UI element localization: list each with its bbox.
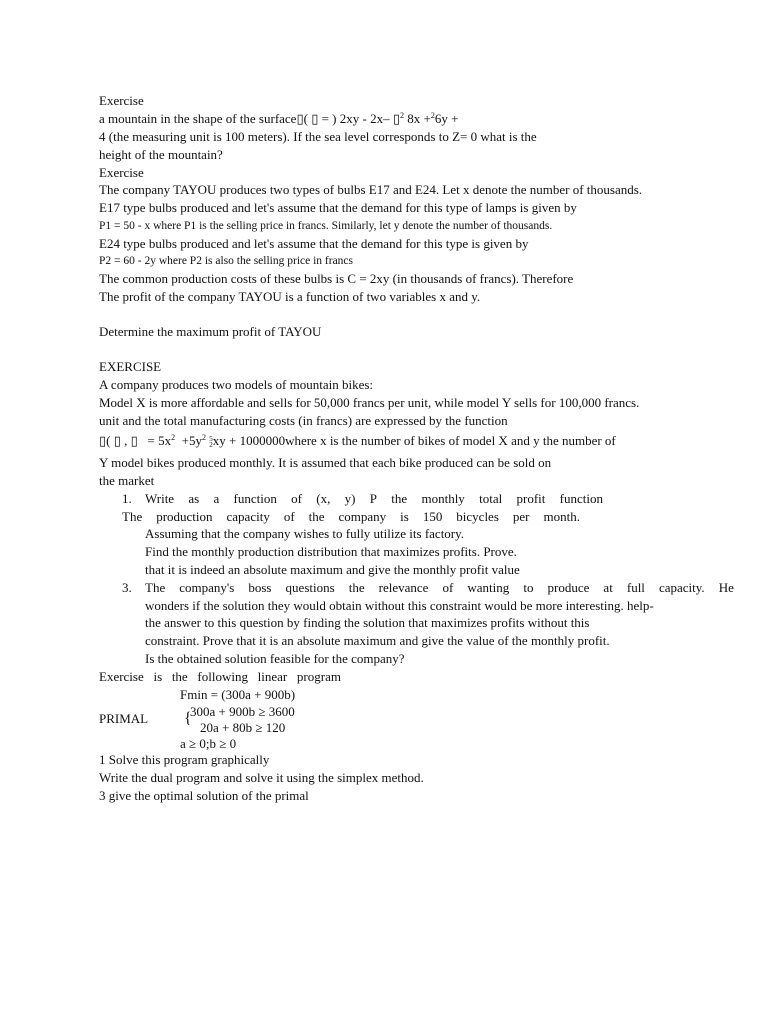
exercise-4-task: Write the dual program and solve it using the simplex method. [99,770,424,785]
exercise-2-line: P2 = 60 - 2y where P2 is also the selling price in francs [99,255,354,267]
exercise-1-heading: Exercise [99,93,144,108]
question-3-line: Is the obtained solution feasible for the company? [145,651,405,666]
word: wanting [467,580,510,595]
exercise-3-intro: Model X is more affordable and sells for 50,000 francs per unit, while model Y sells for 100,000 francs. [99,395,640,410]
exercise-3-after: the market [99,473,155,488]
exercise-4-task: 3 give the optimal solution of the primal [99,788,309,803]
word: function [559,491,603,506]
word: (x, [316,491,331,506]
word: of [283,509,295,524]
word: the [171,669,188,684]
word: the [348,580,365,595]
word: boss [248,580,272,595]
exercise-1-line-1: a mountain in the shape of the surface▯( ▯ = ) 2xy - 2x– ▯$^2$ 8x +$^2$6y + [99,111,459,126]
word: profit [516,491,546,506]
exercise-2-task: Determine the maximum profit of TAYOU [99,324,322,339]
word: the [308,509,325,524]
constraint-brace: { [184,710,192,727]
word: total [479,491,503,506]
word: 150 [422,509,443,524]
exercise-4-heading [99,669,341,685]
primal-label: PRIMAL [99,711,149,726]
exercise-2-line: The company TAYOU produces two types of bulbs E17 and E24. Let x denote the number of thousands. [99,182,643,197]
word: produce [547,580,590,595]
question-3-line: wonders if the solution they would obtain without this constraint would be more interesting. help- [145,598,654,613]
question-3-text [145,580,734,596]
word: The [145,580,166,595]
word: as [188,491,200,506]
word: is [400,509,409,524]
constraint-1: 300a + 900b ≥ 3600 [190,704,295,719]
exercise-2-line: P1 = 50 - x where P1 is the selling price in francs. Similarly, let y denote the number of thousands. [99,220,553,232]
word: following [197,669,248,684]
word: The [122,509,143,524]
question-3-line: constraint. Prove that it is an absolute maximum and give the value of the monthly profit. [145,633,610,648]
question-2-line: Assuming that the company wishes to fully utilize its factory. [145,526,465,541]
word: company [338,509,387,524]
word: capacity. [658,580,705,595]
exercise-3-heading: EXERCISE [99,359,162,374]
objective-function: Fmin = (300a + 900b) [180,687,296,702]
exercise-1-line-3: height of the mountain? [99,147,223,162]
word: Write [145,491,175,506]
word: of [291,491,302,506]
word: per [512,509,530,524]
word: a [213,491,220,506]
question-3-line: the answer to this question by finding the solution that maximizes profits without this [145,615,590,630]
word: company's [179,580,235,595]
exercise-2-line: E24 type bulbs produced and let's assume that the demand for this type is given by [99,236,529,251]
word: capacity [226,509,270,524]
word: program [296,669,341,684]
exercise-3-intro: A company produces two models of mountain bikes: [99,377,374,392]
word: at [603,580,613,595]
word: to [523,580,534,595]
exercise-3-cost-formula: ▯( ▯ , ▯ = $5x^2 +5y^2$ 5 2xy + 1000000where x is the number of bikes of model X and y the number of [99,433,616,449]
exercise-2-line: E17 type bulbs produced and let's assume that the demand for this type of lamps is given by [99,200,577,215]
word: y) [344,491,356,506]
capacity-statement [122,509,580,525]
word: linear [257,669,288,684]
question-3-number: 3. [122,580,132,595]
word: production [156,509,213,524]
question-2-line: Find the monthly production distribution that maximizes profits. Prove. [145,544,517,559]
constraint-2: 20a + 80b ≥ 120 [200,720,286,735]
word: is [153,669,163,684]
word: bicycles [456,509,499,524]
exercise-2-line: The profit of the company TAYOU is a function of two variables x and y. [99,289,481,304]
question-1-text [145,491,603,507]
word: function [233,491,277,506]
word: He [718,580,734,595]
exercise-4-task: 1 Solve this program graphically [99,752,270,767]
non-negativity-constraint: a ≥ 0;b ≥ 0 [180,736,237,751]
word: of [442,580,454,595]
exercise-3-intro: unit and the total manufacturing costs (in francs) are expressed by the function [99,413,508,428]
exercise-3-after: Y model bikes produced monthly. It is assumed that each bike produced can be sold on [99,455,552,470]
word: relevance [378,580,429,595]
word: the [391,491,408,506]
question-2-line: that it is indeed an absolute maximum and give the monthly profit value [145,562,520,577]
exercise-1-line-2: 4 (the measuring unit is 100 meters). If the sea level corresponds to Z= 0 what is the [99,129,537,144]
question-1-number: 1. [122,491,132,506]
word: month. [543,509,580,524]
word: Exercise [99,669,144,684]
word: questions [285,580,335,595]
word: monthly [421,491,465,506]
word: P [369,491,378,506]
exercise-2-line: The common production costs of these bulbs is C = 2xy (in thousands of francs). Therefore [99,271,574,286]
word: full [626,580,645,595]
exercise-2-heading: Exercise [99,165,144,180]
